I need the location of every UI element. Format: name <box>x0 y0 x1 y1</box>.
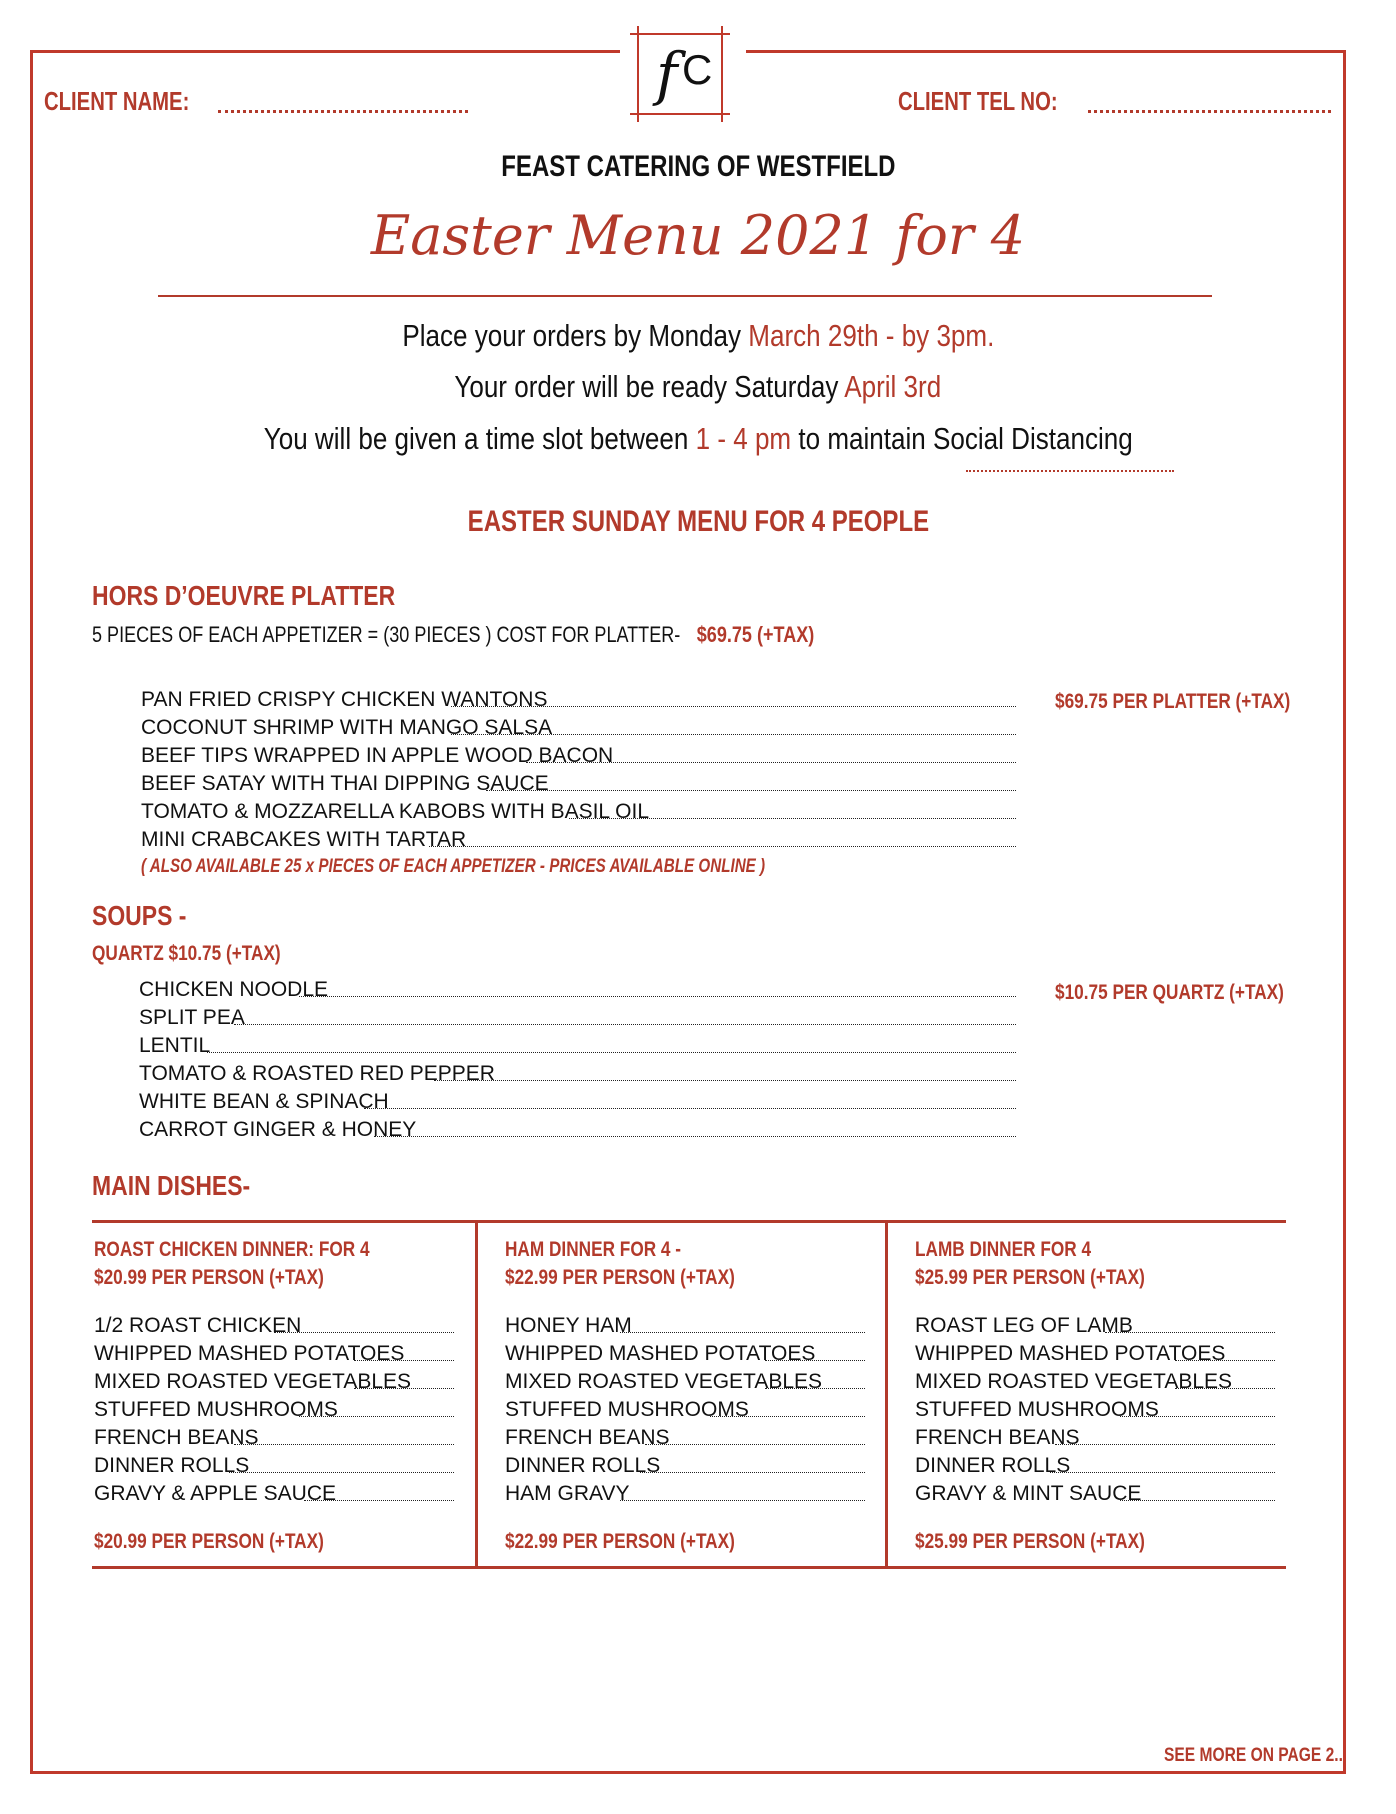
list-item: GRAVY & MINT SAUCE <box>915 1480 1275 1508</box>
main-column-lamb <box>915 1222 1275 1568</box>
menu-title: Easter Menu 2021 for 4 <box>370 204 1026 267</box>
notice-1a: Place your orders by Monday <box>402 318 748 353</box>
list-item: TOMATO & MOZZARELLA KABOBS WITH BASIL OIL <box>141 798 1016 826</box>
list-item: WHIPPED MASHED POTATOES <box>915 1340 1275 1368</box>
client-name-label: CLIENT NAME: <box>44 86 190 116</box>
soups-list <box>139 976 1016 1144</box>
list-item: DINNER ROLLS <box>94 1452 454 1480</box>
list-item: GRAVY & APPLE SAUCE <box>94 1480 454 1508</box>
list-item: SPLIT PEA <box>139 1004 1016 1032</box>
column-subtitle: $20.99 PER PERSON (+TAX) <box>94 1266 324 1289</box>
list-item: HONEY HAM <box>505 1312 865 1340</box>
column-title: HAM DINNER FOR 4 - <box>505 1238 682 1261</box>
notice-2a: Your order will be ready Saturday <box>454 369 845 404</box>
hors-note: ( ALSO AVAILABLE 25 x PIECES OF EACH APPETIZER - PRICES AVAILABLE ONLINE ) <box>141 856 766 877</box>
notice-3d: Social Distancing <box>932 421 1133 456</box>
client-tel-field[interactable] <box>1088 110 1331 113</box>
main-column-chicken <box>94 1222 454 1568</box>
list-item: LENTIL <box>139 1032 1016 1060</box>
soups-sub: QUARTZ $10.75 (+TAX) <box>92 942 281 965</box>
list-item: BEEF TIPS WRAPPED IN APPLE WOOD BACON <box>141 742 1016 770</box>
soups-price: $10.75 PER QUARTZ (+TAX) <box>1055 981 1284 1004</box>
hors-heading: HORS D’OEUVRE PLATTER <box>92 580 396 611</box>
list-item: ROAST LEG OF LAMB <box>915 1312 1275 1340</box>
notice-line-3 <box>0 421 1396 457</box>
list-item: BEEF SATAY WITH THAI DIPPING SAUCE <box>141 770 1016 798</box>
title-wrap <box>0 204 1396 267</box>
notice-1b: March 29th - by 3pm. <box>747 318 994 353</box>
menu-heading-wrap <box>0 505 1396 539</box>
list-item: FRENCH BEANS <box>94 1424 454 1452</box>
company-name: FEAST CATERING OF WESTFIELD <box>500 150 896 183</box>
soups-heading: SOUPS - <box>92 900 187 931</box>
company-wrap <box>0 150 1396 184</box>
column-title: ROAST CHICKEN DINNER: FOR 4 <box>94 1238 370 1261</box>
list-item: 1/2 ROAST CHICKEN <box>94 1312 454 1340</box>
title-rule <box>158 295 1212 297</box>
menu-heading: EASTER SUNDAY MENU FOR 4 PEOPLE <box>467 505 929 538</box>
list-item: COCONUT SHRIMP WITH MANGO SALSA <box>141 714 1016 742</box>
list-item: STUFFED MUSHROOMS <box>505 1396 865 1424</box>
main-column-ham <box>505 1222 865 1568</box>
notice-2b: April 3rd <box>844 369 942 404</box>
list-item: DINNER ROLLS <box>505 1452 865 1480</box>
column-footer-price: $20.99 PER PERSON (+TAX) <box>94 1530 324 1553</box>
list-item: CHICKEN NOODLE <box>139 976 1016 1004</box>
column-subtitle: $25.99 PER PERSON (+TAX) <box>915 1266 1145 1289</box>
hors-price: $69.75 PER PLATTER (+TAX) <box>1055 690 1291 713</box>
list-item: CARROT GINGER & HONEY <box>139 1116 1016 1144</box>
notice-underline <box>966 470 1174 472</box>
fc-logo <box>630 26 730 122</box>
list-item: WHIPPED MASHED POTATOES <box>505 1340 865 1368</box>
notice-3a: You will be given a time slot between <box>263 421 696 456</box>
column-footer-price: $25.99 PER PERSON (+TAX) <box>915 1530 1145 1553</box>
notice-3c: to maintain <box>790 421 933 456</box>
logo-c: C <box>682 46 713 93</box>
list-item: STUFFED MUSHROOMS <box>915 1396 1275 1424</box>
mains-divider-1 <box>475 1222 478 1568</box>
hors-desc: 5 PIECES OF EACH APPETIZER = (30 PIECES ) COST FOR PLATTER- <box>92 622 681 647</box>
client-tel-label: CLIENT TEL NO: <box>898 86 1058 116</box>
list-item: WHITE BEAN & SPINACH <box>139 1088 1016 1116</box>
list-item: STUFFED MUSHROOMS <box>94 1396 454 1424</box>
list-item: DINNER ROLLS <box>915 1452 1275 1480</box>
list-item: MIXED ROASTED VEGETABLES <box>505 1368 865 1396</box>
list-item: FRENCH BEANS <box>505 1424 865 1452</box>
hors-desc-wrap <box>92 622 814 648</box>
column-subtitle: $22.99 PER PERSON (+TAX) <box>505 1266 735 1289</box>
mains-divider-2 <box>885 1222 888 1568</box>
logo-f: f <box>656 40 678 108</box>
list-item: WHIPPED MASHED POTATOES <box>94 1340 454 1368</box>
column-footer-price: $22.99 PER PERSON (+TAX) <box>505 1530 735 1553</box>
client-name-field[interactable] <box>218 110 468 113</box>
hors-desc-price: $69.75 (+TAX) <box>696 622 815 647</box>
notice-3b: 1 - 4 pm <box>695 421 791 456</box>
see-more-link[interactable]: SEE MORE ON PAGE 2.. <box>1164 1745 1343 1766</box>
list-item: FRENCH BEANS <box>915 1424 1275 1452</box>
list-item: MINI CRABCAKES WITH TARTAR <box>141 826 1016 854</box>
notice-line-2 <box>0 369 1396 405</box>
hors-list <box>141 686 1016 854</box>
list-item: MIXED ROASTED VEGETABLES <box>94 1368 454 1396</box>
list-item: HAM GRAVY <box>505 1480 865 1508</box>
column-title: LAMB DINNER FOR 4 <box>915 1238 1092 1261</box>
list-item: MIXED ROASTED VEGETABLES <box>915 1368 1275 1396</box>
notice-line-1 <box>0 318 1396 354</box>
mains-heading: MAIN DISHES- <box>92 1170 251 1201</box>
list-item: PAN FRIED CRISPY CHICKEN WANTONS <box>141 686 1016 714</box>
list-item: TOMATO & ROASTED RED PEPPER <box>139 1060 1016 1088</box>
